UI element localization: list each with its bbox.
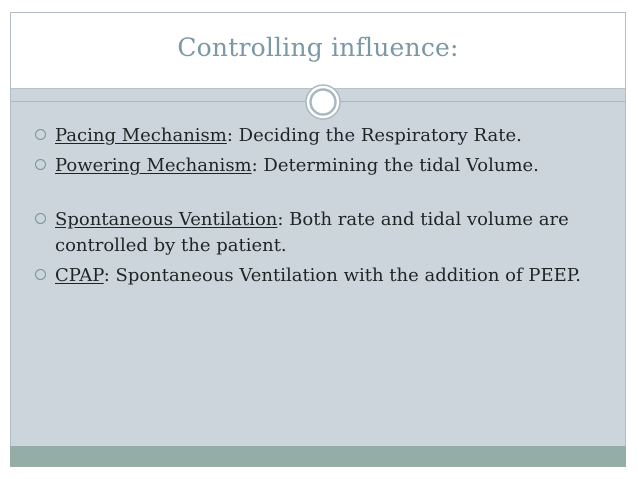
bullet-item-cpap xyxy=(31,263,627,289)
double-circle-ornament-icon xyxy=(304,83,342,121)
term-spontaneous-ventilation: Spontaneous Ventilation xyxy=(55,209,278,230)
slide-frame xyxy=(10,12,626,462)
definition-powering-mechanism: : Determining the tidal Volume. xyxy=(251,155,539,176)
title-band xyxy=(11,13,625,89)
bottom-accent-bar xyxy=(10,446,626,467)
ring-bullet-icon xyxy=(35,269,46,280)
bullet-item-powering xyxy=(31,153,627,179)
slide-title: Controlling influence: xyxy=(177,33,459,62)
definition-pacing-mechanism: : Deciding the Respiratory Rate. xyxy=(226,125,522,146)
ring-bullet-icon xyxy=(35,129,46,140)
bullet-list xyxy=(31,123,627,293)
definition-spontaneous-ventilation: : Both rate and tidal volume are controlled by the patient. xyxy=(55,209,569,256)
bullet-item-spontaneous xyxy=(31,207,627,259)
term-powering-mechanism: Powering Mechanism xyxy=(55,155,252,176)
definition-cpap: : Spontaneous Ventilation with the addition of PEEP. xyxy=(103,265,581,286)
ring-bullet-icon xyxy=(35,213,46,224)
ring-bullet-icon xyxy=(35,159,46,170)
term-cpap: CPAP xyxy=(55,265,104,286)
term-pacing-mechanism: Pacing Mechanism xyxy=(55,125,227,146)
bullet-item-pacing xyxy=(31,123,627,149)
